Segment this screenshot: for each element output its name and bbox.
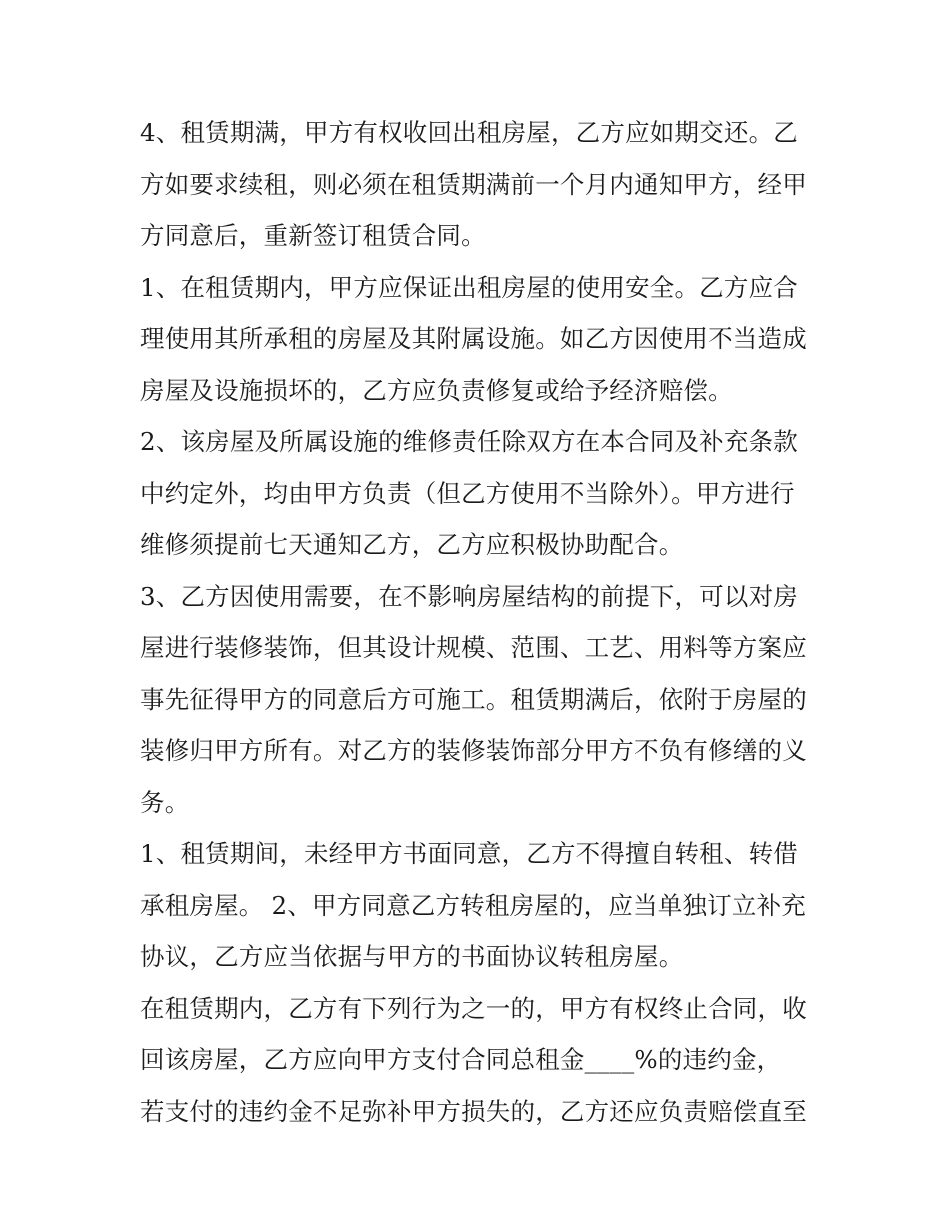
text-line: 1、租赁期间，未经甲方书面同意，乙方不得擅自转租、转借 [140,839,798,868]
text-line: 务。 [140,787,190,817]
text-line: 4、租赁期满，甲方有权收回出租房屋，乙方应如期交还。乙 [140,118,798,147]
text-line: 方同意后，重新签订租赁合同。 [140,221,486,250]
text-line: 理使用其所承租的房屋及其附属设施。如乙方因使用不当造成 [140,324,807,353]
text-line: 房屋及设施损坏的，乙方应负责修复或给予经济赔偿。 [140,375,733,405]
text-line: 维修须提前七天通知乙方，乙方应积极协助配合。 [140,530,684,559]
document-body [140,107,820,1137]
text-line: 协议，乙方应当依据与甲方的书面协议转租房屋。 [140,942,684,971]
text-line: 装修归甲方所有。对乙方的装修装饰部分甲方不负有修缮的义 [140,736,807,765]
text-line: 方如要求续租，则必须在租赁期满前一个月内通知甲方，经甲 [140,169,807,199]
text-line: 1、在租赁期内，甲方应保证出租房屋的使用安全。乙方应合 [140,272,798,302]
text-line: 3、乙方因使用需要，在不影响房屋结构的前提下，可以对房 [140,581,798,611]
text-line: 在租赁期内，乙方有下列行为之一的，甲方有权终止合同，收 [140,993,807,1023]
text-line: 屋进行装修装饰，但其设计规模、范围、工艺、用料等方案应 [140,633,807,662]
text-line: 承租房屋。 2、甲方同意乙方转租房屋的，应当单独订立补充 [140,890,806,920]
text-line: 事先征得甲方的同意后方可施工。租赁期满后，依附于房屋的 [140,684,807,714]
text-line: 回该房屋，乙方应向甲方支付合同总租金____%的违约金， [140,1045,782,1074]
text-line: 若支付的违约金不足弥补甲方损失的，乙方还应负责赔偿直至 [140,1096,807,1126]
text-line: 2、该房屋及所属设施的维修责任除双方在本合同及补充条款 [140,427,798,456]
text-line: 中约定外，均由甲方负责（但乙方使用不当除外）。甲方进行 [140,478,795,508]
